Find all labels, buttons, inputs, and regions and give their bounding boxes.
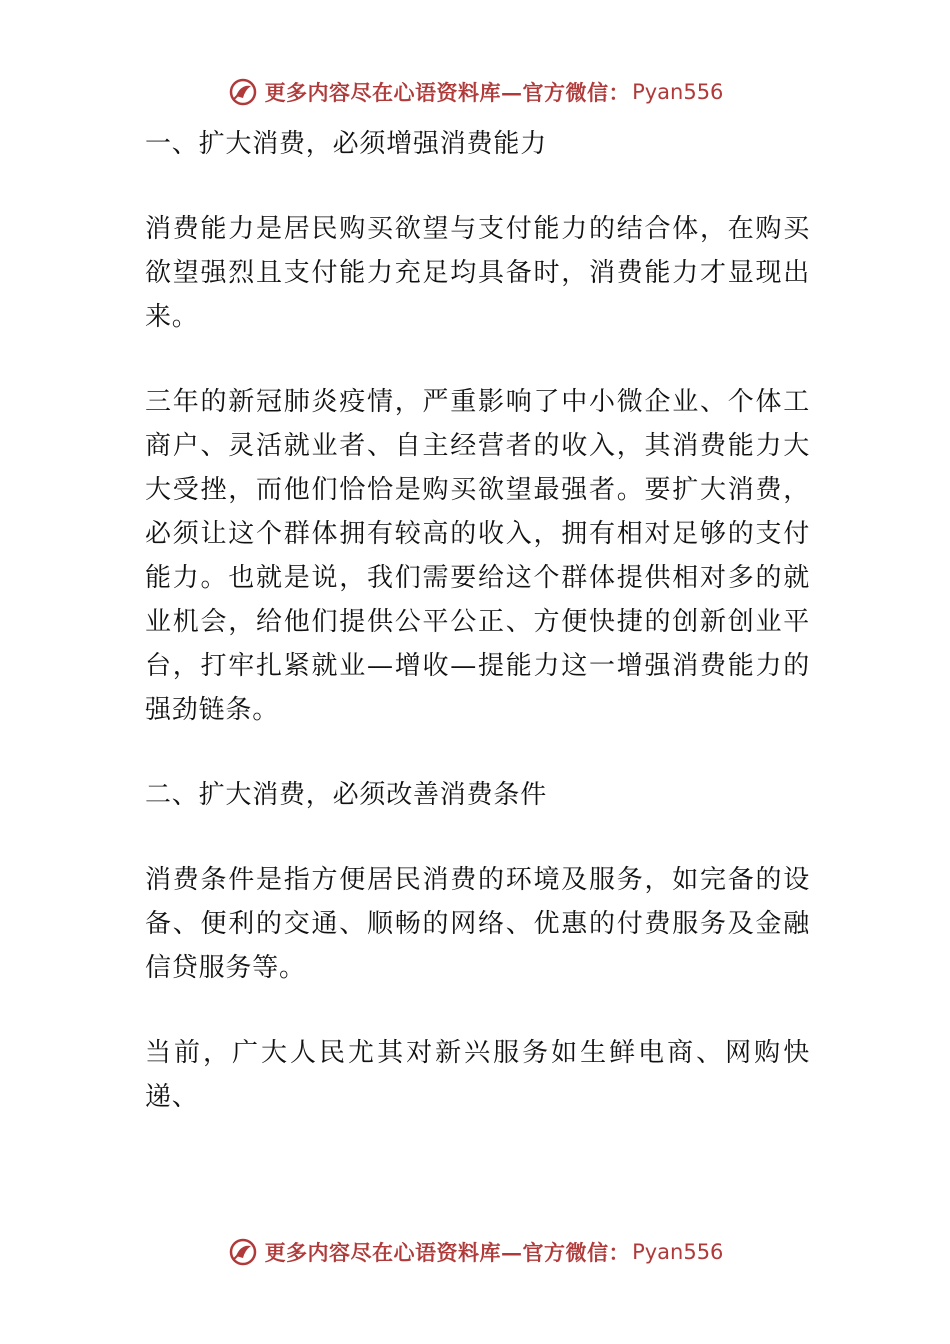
watermark-text: 更多内容尽在心语资料库—官方微信： (264, 1240, 631, 1265)
section-heading-1: 一、扩大消费，必须增强消费能力 (145, 129, 548, 159)
section-heading-2: 二、扩大消费，必须改善消费条件 (145, 780, 548, 810)
paragraph: 消费能力是居民购买欲望与支付能力的结合体，在购买欲望强烈且支付能力充足均具备时，消费能力才显现出来。 (145, 214, 810, 332)
header-watermark (0, 70, 950, 114)
watermark-id: Pyan556 (632, 80, 724, 104)
watermark-id: Pyan556 (632, 1240, 724, 1264)
footer-watermark (0, 1230, 950, 1274)
watermark-text: 更多内容尽在心语资料库—官方微信： (264, 80, 631, 105)
paragraph: 三年的新冠肺炎疫情，严重影响了中小微企业、个体工商户、灵活就业者、自主经营者的收入，其消费能力大大受挫，而他们恰恰是购买欲望最强者。要扩大消费，必须让这个群体拥有较高的收入，拥有相对足够的支付能力。也就是说，我们需要给这个群体提供相对多的就业机会，给他们提供公平公正、方便快捷的创新创业平台，打牢扎紧就业—增收—提能力这一增强消费能力的强劲链条。 (145, 387, 810, 725)
paragraph: 当前，广大人民尤其对新兴服务如生鲜电商、网购快递、 (145, 1038, 810, 1112)
logo-icon (227, 1236, 259, 1268)
document-body (145, 122, 810, 1160)
logo-icon (227, 76, 259, 108)
paragraph: 消费条件是指方便居民消费的环境及服务，如完备的设备、便利的交通、顺畅的网络、优惠的付费服务及金融信贷服务等。 (145, 865, 810, 983)
